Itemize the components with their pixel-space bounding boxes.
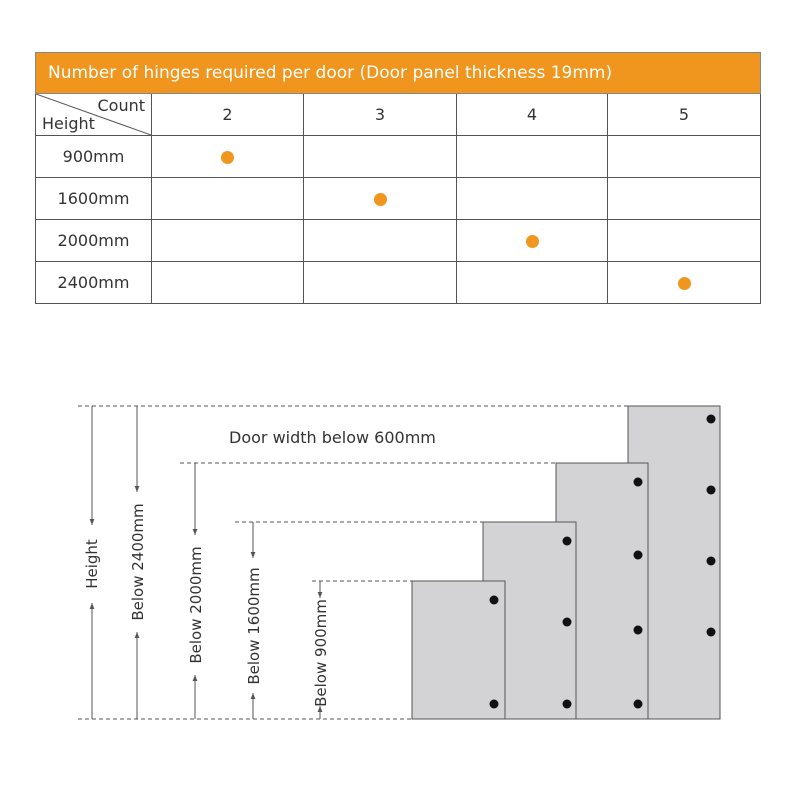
dim-label-2400: Below 2400mm	[129, 503, 147, 621]
corner-height-label: Height	[42, 114, 95, 133]
hinge-dot	[634, 700, 643, 709]
table-cell	[608, 262, 761, 304]
table-cell	[304, 262, 457, 304]
corner-cell	[36, 94, 152, 136]
hinge-dot	[707, 486, 716, 495]
table-cell	[152, 136, 304, 178]
height-cell: 2400mm	[36, 262, 152, 304]
table-cell	[304, 178, 457, 220]
table-cell	[608, 136, 761, 178]
table-row	[36, 262, 761, 304]
hinge-dot	[634, 626, 643, 635]
count-header: 4	[457, 94, 608, 136]
count-header: 3	[304, 94, 457, 136]
hinge-dot	[563, 618, 572, 627]
table-title: Number of hinges required per door (Door panel thickness 19mm)	[36, 53, 761, 94]
table-cell	[608, 178, 761, 220]
table-row	[36, 136, 761, 178]
table-cell	[304, 136, 457, 178]
table-row	[36, 220, 761, 262]
table-cell	[304, 220, 457, 262]
height-label: Height	[83, 539, 101, 589]
table-cell	[457, 220, 608, 262]
table-cell	[457, 178, 608, 220]
hinge-dot	[634, 551, 643, 560]
corner-count-label: Count	[97, 96, 145, 115]
table-header-row	[36, 94, 761, 136]
height-cell: 900mm	[36, 136, 152, 178]
hinge-table	[35, 52, 761, 304]
hinge-marker-dot	[526, 235, 539, 248]
hinge-dot	[490, 700, 499, 709]
table-cell	[457, 262, 608, 304]
diagram-caption: Door width below 600mm	[229, 428, 436, 447]
table-cell	[152, 178, 304, 220]
door-diagram	[0, 380, 800, 740]
table-cell	[457, 136, 608, 178]
table-cell	[152, 220, 304, 262]
hinge-dot	[563, 537, 572, 546]
height-cell: 1600mm	[36, 178, 152, 220]
dim-label-900: Below 900mm	[312, 599, 330, 707]
hinge-dot	[707, 628, 716, 637]
height-cell: 2000mm	[36, 220, 152, 262]
hinge-marker-dot	[678, 277, 691, 290]
hinge-dot	[563, 700, 572, 709]
hinge-dot	[490, 596, 499, 605]
hinge-marker-dot	[221, 151, 234, 164]
table-cell	[608, 220, 761, 262]
hinge-dot	[707, 415, 716, 424]
dim-label-1600: Below 1600mm	[245, 567, 263, 685]
count-header: 5	[608, 94, 761, 136]
hinge-dot	[634, 478, 643, 487]
hinge-marker-dot	[374, 193, 387, 206]
dim-label-2000: Below 2000mm	[187, 546, 205, 664]
hinge-dot	[707, 557, 716, 566]
table-cell	[152, 262, 304, 304]
count-header: 2	[152, 94, 304, 136]
table-row	[36, 178, 761, 220]
